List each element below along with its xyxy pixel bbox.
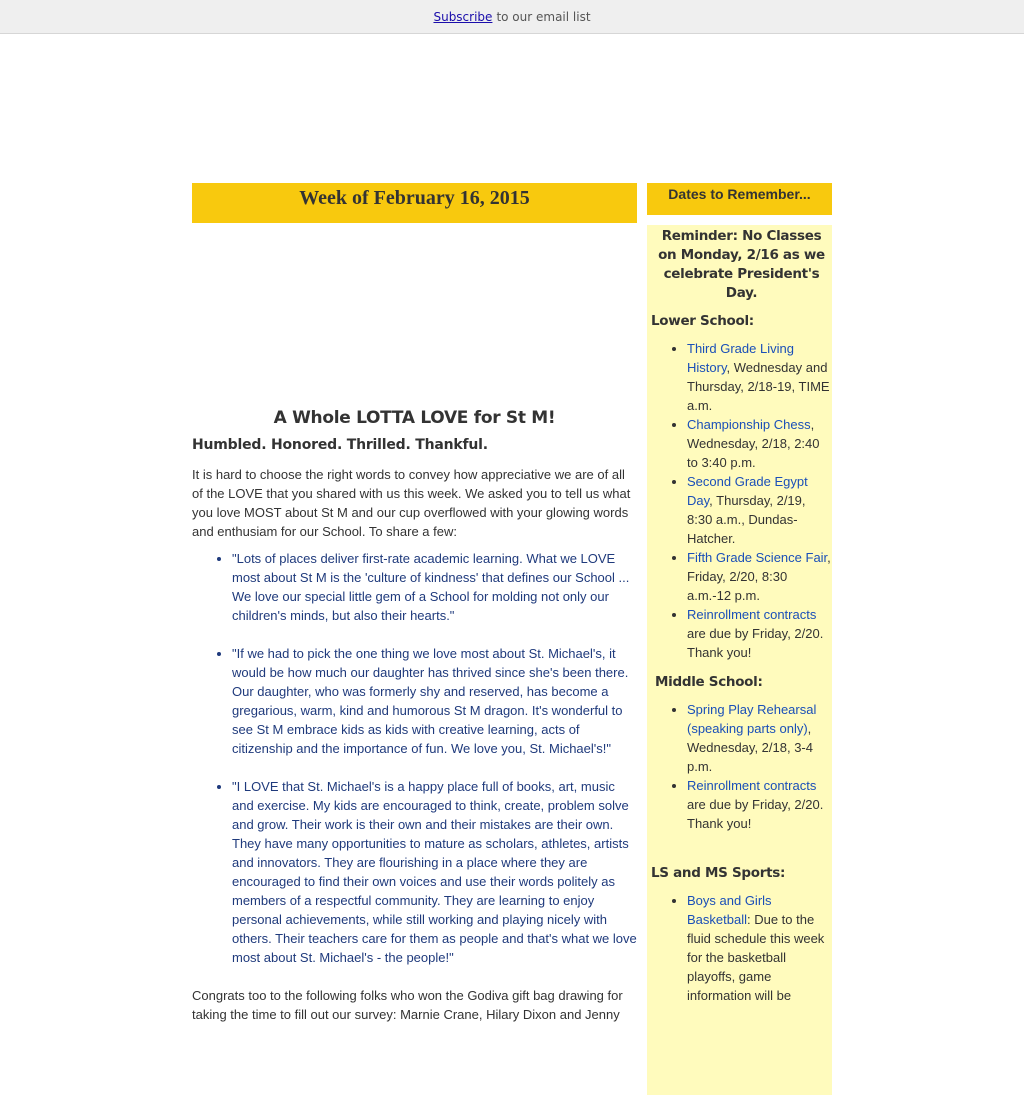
subscribe-text: to our email list bbox=[496, 9, 591, 24]
lower-school-list bbox=[651, 339, 832, 662]
event-text: , Wednesday, 2/18, 2:40 to 3:40 p.m. bbox=[687, 417, 820, 470]
event-text: , Thursday, 2/19, 8:30 a.m., Dundas-Hatcher. bbox=[687, 493, 806, 546]
quote-item bbox=[232, 549, 637, 625]
event-link[interactable]: Fifth Grade Science Fair bbox=[687, 550, 828, 565]
event-item bbox=[687, 605, 832, 662]
event-item bbox=[687, 776, 832, 833]
event-link[interactable]: Spring Play Rehearsal (speaking parts only) bbox=[687, 702, 817, 736]
quote-item bbox=[232, 777, 637, 967]
dates-header: Dates to Remember... bbox=[647, 183, 832, 215]
event-link[interactable]: Second Grade Egypt Day bbox=[687, 474, 808, 508]
article-intro: It is hard to choose the right words to convey how appreciative we are of all of the LOVE that you shared with us this week. We asked you to tell us what you love MOST about St M and our cup overflowed with your glowing words and enthusiam for our School. To share a few: bbox=[192, 467, 631, 539]
event-item bbox=[687, 339, 832, 415]
holiday-reminder: Reminder: No Classes on Monday, 2/16 as we celebrate President's Day. bbox=[658, 228, 825, 301]
week-header: Week of February 16, 2015 bbox=[192, 183, 637, 223]
event-link[interactable]: Championship Chess bbox=[687, 417, 811, 432]
quote-list bbox=[192, 549, 637, 967]
quote-item bbox=[232, 644, 637, 758]
event-link[interactable]: Boys and Girls Basketball bbox=[687, 893, 772, 927]
sports-heading: LS and MS Sports: bbox=[651, 865, 786, 881]
middle-school-heading: Middle School: bbox=[655, 674, 763, 690]
quote-text: "Lots of places deliver first-rate academic learning. What we LOVE most about St M is the 'culture of kindness' that defines our School ... We love our special little gem of a School for molding not only our children's minds, but also their hearts." bbox=[232, 551, 630, 623]
event-text: , Wednesday, 2/18, 3-4 p.m. bbox=[687, 721, 813, 774]
event-item bbox=[687, 548, 832, 605]
event-text: : Due to the fluid schedule this week for the basketball playoffs, game information will be bbox=[687, 912, 825, 1003]
event-item bbox=[687, 415, 832, 472]
event-text: are due by Friday, 2/20. Thank you! bbox=[687, 797, 824, 831]
quote-text: "If we had to pick the one thing we love most about St. Michael's, it would be how much our daughter has thrived since she's been there. Our daughter, who was formerly shy and reserved, has become a gregarious, warm, kind and humorous St M dragon. It's wonderful to see St M embrace kids as kids with creative learning, acts of citizenship and the importance of fun. We love you, St. Michael's!" bbox=[232, 646, 629, 756]
main-column bbox=[192, 183, 637, 1024]
event-item bbox=[687, 700, 832, 776]
event-text: are due by Friday, 2/20. Thank you! bbox=[687, 626, 824, 660]
middle-school-list bbox=[651, 700, 832, 833]
article-subhead: Humbled. Honored. Thrilled. Thankful. bbox=[192, 437, 488, 453]
event-item bbox=[687, 472, 832, 548]
event-link[interactable]: Reinrollment contracts bbox=[687, 607, 817, 622]
congrats-text: Congrats too to the following folks who won the Godiva gift bag drawing for taking the time to fill out our survey: Marnie Crane, Hilary Dixon and Jenny bbox=[192, 988, 623, 1022]
subscribe-link[interactable]: Subscribe bbox=[433, 9, 493, 24]
sidebar-content bbox=[647, 225, 832, 1095]
event-item bbox=[687, 891, 832, 1005]
hero-image-area bbox=[192, 223, 637, 408]
sidebar bbox=[647, 183, 832, 1095]
event-text: , Friday, 2/20, 8:30 a.m.-12 p.m. bbox=[687, 550, 831, 603]
subscribe-bar bbox=[0, 0, 1024, 34]
event-link[interactable]: Third Grade Living History bbox=[687, 341, 794, 375]
event-link[interactable]: Reinrollment contracts bbox=[687, 778, 817, 793]
article-title: A Whole LOTTA LOVE for St M! bbox=[273, 408, 556, 428]
lower-school-heading: Lower School: bbox=[651, 313, 754, 329]
sports-list bbox=[651, 891, 832, 1005]
quote-text: "I LOVE that St. Michael's is a happy place full of books, art, music and exercise. My kids are encouraged to think, create, problem solve and grow. Their work is their own and their mistakes are their own. They have many opportunities to mature as scholars, athletes, artists and innovators. They are flourishing in a place where they are encouraged to find their own voices and use their words politely as members of a respectful community. They are learning to enjoy personal achievements, while still working and playing nicely with others. Their teachers care for them as people and that's what we love most about St. Michael's - the people!" bbox=[232, 779, 637, 965]
event-text: , Wednesday and Thursday, 2/18-19, TIME a.m. bbox=[687, 360, 830, 413]
